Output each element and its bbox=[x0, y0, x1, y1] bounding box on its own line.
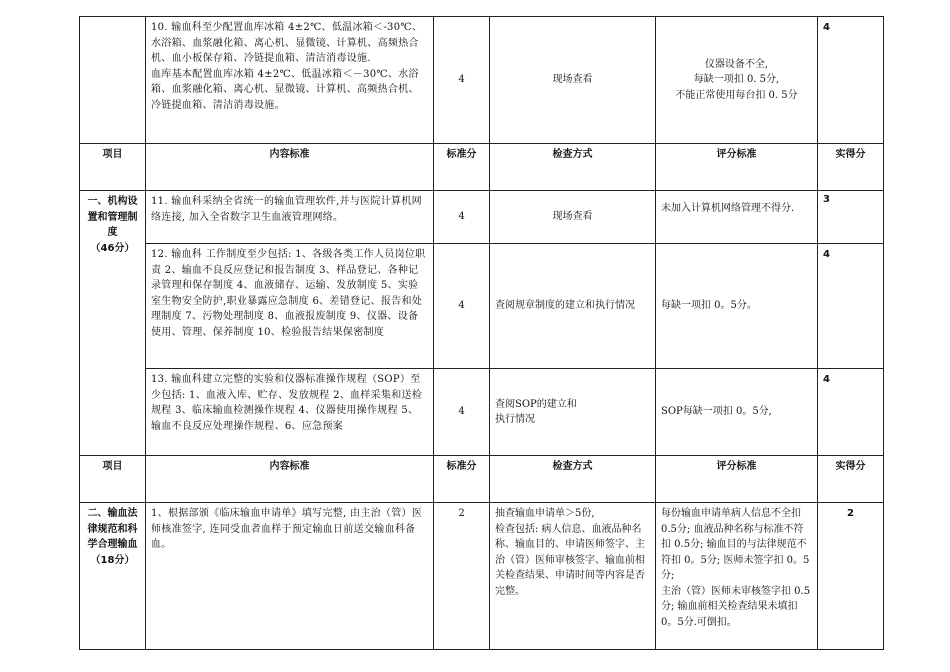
actual-score-cell: 4 bbox=[818, 244, 884, 369]
standard-score-cell: 4 bbox=[434, 244, 490, 369]
standard-score-cell: 4 bbox=[434, 369, 490, 456]
header-content: 内容标准 bbox=[146, 456, 434, 503]
section-title: 二、输血法律规范和科学合理输血 （18分） bbox=[80, 503, 146, 650]
header-actual: 实得分 bbox=[818, 144, 884, 191]
table-row bbox=[80, 17, 884, 144]
actual-score-cell: 3 bbox=[818, 191, 884, 244]
header-method: 检查方式 bbox=[490, 144, 656, 191]
table-row bbox=[80, 191, 884, 244]
standard-score-cell: 4 bbox=[434, 191, 490, 244]
header-criteria: 评分标准 bbox=[656, 144, 818, 191]
content-cell: 11. 输血科采纳全省统一的输血管理软件,并与医院计算机网络连接, 加入全省数字卫生血液管理网络。 bbox=[146, 191, 434, 244]
header-standard: 标准分 bbox=[434, 144, 490, 191]
table-row bbox=[80, 503, 884, 650]
table-row bbox=[80, 244, 884, 369]
header-project: 项目 bbox=[80, 456, 146, 503]
header-actual: 实得分 bbox=[818, 456, 884, 503]
method-cell: 查阅规章制度的建立和执行情况 bbox=[490, 244, 656, 369]
content-cell: 1、根据部颁《临床输血申请单》填写完整, 由主治（管）医师核准签字, 连同受血者血样于预定输血日前送交输血科备血。 bbox=[146, 503, 434, 650]
standard-score-cell: 4 bbox=[434, 17, 490, 144]
method-cell: 现场查看 bbox=[490, 17, 656, 144]
project-cell-empty bbox=[80, 17, 146, 144]
actual-score-cell: 4 bbox=[818, 369, 884, 456]
content-cell: 13. 输血科建立完整的实验和仪器标准操作规程（SOP）至少包括: 1、血液入库、贮存、发放规程 2、血样采集和送检规程 3、临床输血检测操作规程 4、仪器使用操作规程 5、输血不良反应处理操作规程、6、应急预案 bbox=[146, 369, 434, 456]
actual-score-cell: 2 bbox=[818, 503, 884, 650]
header-row bbox=[80, 456, 884, 503]
criteria-cell: 每份输血申请单病人信息不全扣 0.5分; 血液品种名称与标准不符扣 0.5分; 输血目的与法律规范不符扣 0。5分; 医师未签字扣 0。5分; 主治（管）医师未审核签字扣 0.5分; 输血前相关检查结果未填扣 0。5分.可倒扣。 bbox=[656, 503, 818, 650]
criteria-cell: 每缺一项扣 0。5分。 bbox=[656, 244, 818, 369]
method-cell: 查阅SOP的建立和 执行情况 bbox=[490, 369, 656, 456]
criteria-cell: SOP每缺一项扣 0。5分, bbox=[656, 369, 818, 456]
standard-score-cell: 2 bbox=[434, 503, 490, 650]
header-method: 检查方式 bbox=[490, 456, 656, 503]
content-cell: 10. 输血科至少配置血库冰箱 4±2℃、低温冰箱＜-30℃、水浴箱、血浆融化箱、离心机、显微镜、计算机、高频热合机、血小板保存箱、冷链提血箱、清洁消毒设施. 血库基本配置血库冰箱 4±2℃、低温冰箱＜－30℃、水浴箱、血浆融化箱、离心机、显微镜、计算机、高频热合机、冷链提血箱、清洁消毒设施。 bbox=[146, 17, 434, 144]
header-criteria: 评分标准 bbox=[656, 456, 818, 503]
header-content: 内容标准 bbox=[146, 144, 434, 191]
criteria-cell: 未加入计算机网络管理不得分. bbox=[656, 191, 818, 244]
method-cell: 现场查看 bbox=[490, 191, 656, 244]
content-cell: 12. 输血科 工作制度至少包括: 1、各级各类工作人员岗位职责 2、输血不良反应登记和报告制度 3、样品登记、各种记录管理和保存制度 4、血液储存、运输、发放制度 5、实验室生物安全防护,职业暴露应急制度 6、差错登记、报告和处理制度 7、污物处理制度 8、血液报废制度 9、仪器、设备使用、管理、保养制度 10、检验报告结果保密制度 bbox=[146, 244, 434, 369]
header-project: 项目 bbox=[80, 144, 146, 191]
criteria-cell: 仪器设备不全, 每缺一项扣 0. 5分, 不能正常使用每台扣 0. 5分 bbox=[656, 17, 818, 144]
table-row bbox=[80, 369, 884, 456]
actual-score-cell: 4 bbox=[818, 17, 884, 144]
method-cell: 抽查输血申请单＞5份, 检查包括: 病人信息、血液品种名称、输血目的、申请医师签字、主治（管）医师审核签字、输血前相关检查结果、申请时间等内容是否完整。 bbox=[490, 503, 656, 650]
section-title: 一、机构设置和管理制度 （46分） bbox=[80, 191, 146, 456]
header-standard: 标准分 bbox=[434, 456, 490, 503]
header-row bbox=[80, 144, 884, 191]
evaluation-table bbox=[79, 16, 884, 650]
